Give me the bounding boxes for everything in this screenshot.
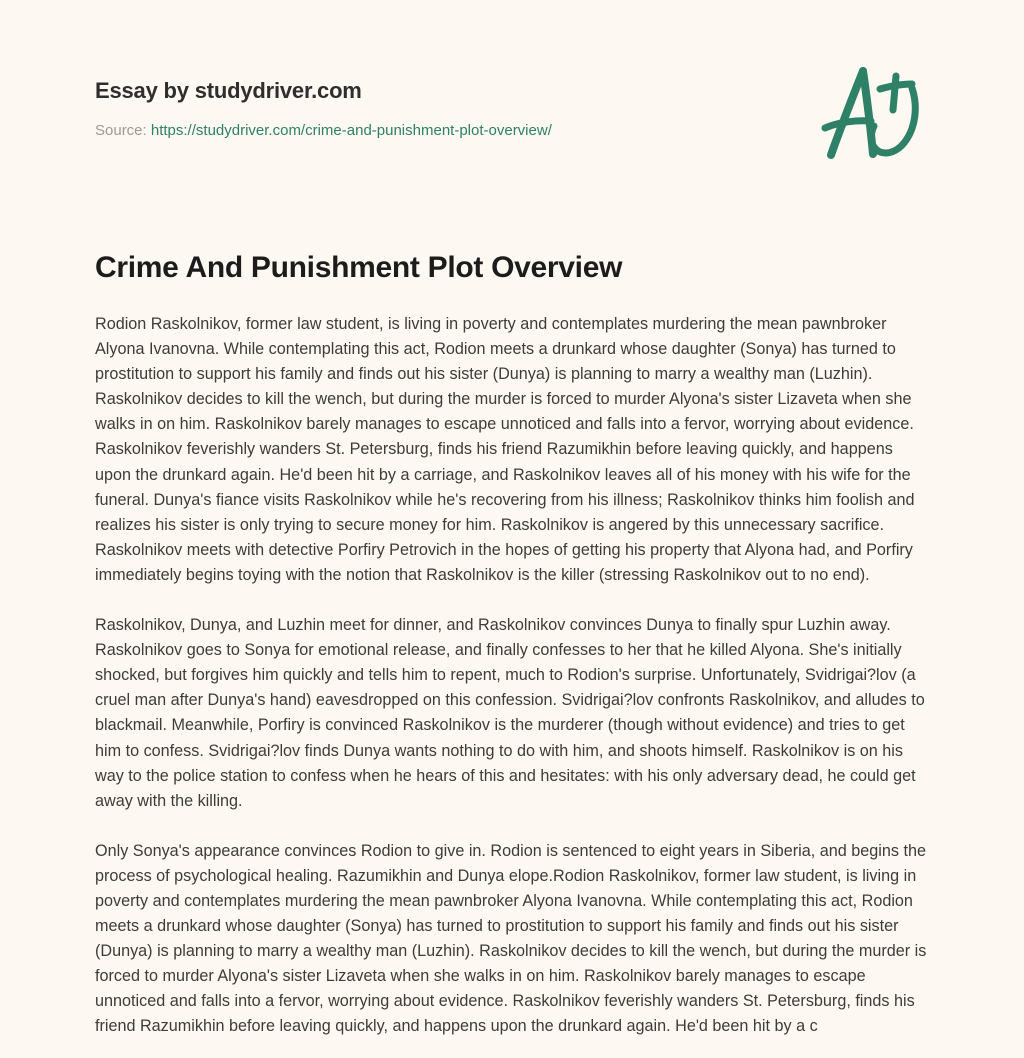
- page-title: Crime And Punishment Plot Overview: [95, 251, 623, 284]
- a-plus-logo: [808, 58, 926, 170]
- body-paragraph: Rodion Raskolnikov, former law student, is living in poverty and contemplates murdering the mean pawnbroker Alyona Ivanovna. While contemplating this act, Rodion meets a drunkard whose daughter (Sonya) has turned to prostitution to support his family and finds out his sister (Dunya) is planning to marry a wealthy man (Luzhin). Raskolnikov decides to kill the wench, but during the murder is forced to murder Alyona's sister Lizaveta when she walks in on him. Raskolnikov barely manages to escape unnoticed and falls into a fervor, worrying about evidence. Raskolnikov feverishly wanders St. Petersburg, finds his friend Razumikhin before leaving quickly, and happens upon the drunkard again. He'd been hit by a carriage, and Raskolnikov leaves all of his money with his wife for the funeral. Dunya's fiance visits Raskolnikov while he's recovering from his illness; Raskolnikov thinks him foolish and realizes his sister is only trying to secure money for him. Raskolnikov is angered by this unnecessary sacrifice. Raskolnikov meets with detective Porfiry Petrovich in the hopes of getting his property that Alyona had, and Porfiry immediately begins toying with the notion that Raskolnikov is the killer (stressing Raskolnikov out to no end).: [95, 315, 915, 584]
- essay-body: [95, 312, 931, 1040]
- essay-byline: Essay by studydriver.com: [95, 78, 362, 103]
- source-label: Source:: [95, 122, 147, 140]
- body-paragraph: Raskolnikov, Dunya, and Luzhin meet for dinner, and Raskolnikov convinces Dunya to finally spur Luzhin away. Raskolnikov goes to Sonya for emotional release, and finally confesses to her that he killed Alyona. She's initially shocked, but forgives him quickly and tells him to repent, much to Rodion's surprise. Unfortunately, Svidrigai?lov (a cruel man after Dunya's hand) eavesdropped on this confession. Svidrigai?lov confronts Raskolnikov, and alludes to blackmail. Meanwhile, Porfiry is convinced Raskolnikov is the murderer (though without evidence) and tries to get him to confess. Svidrigai?lov finds Dunya wants nothing to do with him, and shoots himself. Raskolnikov is on his way to the police station to confess when he hears of this and hesitates: with his only adversary dead, he could get away with the killing.: [95, 616, 925, 810]
- source-url-link[interactable]: https://studydriver.com/crime-and-punishment-plot-overview/: [150, 122, 552, 140]
- body-paragraph: Only Sonya's appearance convinces Rodion to give in. Rodion is sentenced to eight years in Siberia, and begins the process of psychological healing. Razumikhin and Dunya elope.Rodion Raskolnikov, former law student, is living in poverty and contemplates murdering the mean pawnbroker Alyona Ivanovna. While contemplating this act, Rodion meets a drunkard whose daughter (Sonya) has turned to prostitution to support his family and finds out his sister (Dunya) is planning to marry a wealthy man (Luzhin). Raskolnikov decides to kill the wench, but during the murder is forced to murder Alyona's sister Lizaveta when she walks in on him. Raskolnikov barely manages to escape unnoticed and falls into a fervor, worrying about evidence. Raskolnikov feverishly wanders St. Petersburg, finds his friend Razumikhin before leaving quickly, and happens upon the drunkard again. He'd been hit by a c: [95, 841, 927, 1036]
- a-plus-logo-icon: [808, 58, 926, 170]
